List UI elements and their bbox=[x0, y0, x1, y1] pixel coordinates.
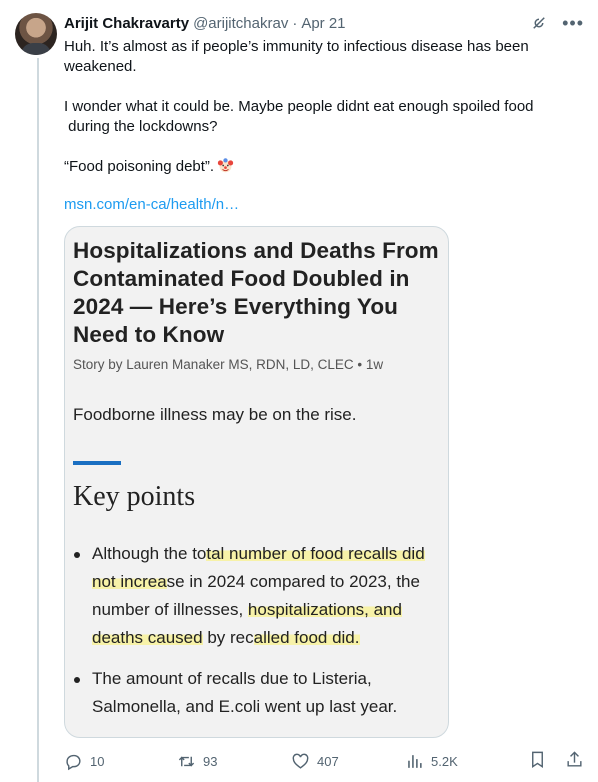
highlight: hospitalizations, and deaths caused bbox=[92, 600, 402, 647]
article-title: Hospitalizations and Deaths From Contaminated Food Doubled in 2024 — Here’s Everything You Need to Know bbox=[73, 238, 439, 347]
like-button[interactable] bbox=[291, 752, 405, 771]
author-handle[interactable]: @arijitchakrav bbox=[193, 14, 289, 32]
share-button[interactable] bbox=[565, 750, 584, 772]
more-icon[interactable]: ••• bbox=[562, 13, 584, 33]
highlight: tal number of food recalls did not increa bbox=[92, 544, 425, 591]
thread-line bbox=[37, 58, 39, 782]
views-count: 5.2K bbox=[431, 753, 458, 769]
repost-count: 93 bbox=[203, 753, 218, 769]
key-points-list bbox=[73, 540, 433, 734]
list-item: The amount of recalls due to Listeria, Salmonella, and E.coli went up last year. bbox=[73, 665, 433, 721]
grok-icon[interactable] bbox=[530, 14, 548, 32]
views-icon bbox=[405, 752, 424, 771]
reply-button[interactable] bbox=[64, 752, 177, 771]
like-count: 407 bbox=[317, 753, 339, 769]
bookmark-icon bbox=[528, 750, 547, 769]
avatar[interactable] bbox=[15, 13, 57, 55]
article-byline: Story by Lauren Manaker MS, RDN, LD, CLEC • 1w bbox=[73, 357, 384, 372]
reply-icon bbox=[64, 752, 83, 771]
tweet-date[interactable]: Apr 21 bbox=[301, 14, 346, 32]
reply-count: 10 bbox=[90, 753, 105, 769]
highlight: alled food did. bbox=[253, 628, 360, 647]
tweet-header bbox=[64, 13, 584, 33]
clown-face-emoji bbox=[217, 157, 234, 174]
separator-dot: · bbox=[292, 14, 298, 32]
tweet-body: Huh. It’s almost as if people’s immunity to infectious disease has been weakened. I wonder what it could be. Maybe people didnt eat enough spoiled food during the lockdowns? “Food poisoning debt”. bbox=[64, 38, 534, 175]
article-screenshot[interactable] bbox=[64, 226, 449, 738]
article-link[interactable]: msn.com/en-ca/health/n… bbox=[64, 196, 240, 213]
tweet-text bbox=[64, 37, 564, 177]
action-bar bbox=[64, 749, 584, 773]
views-button[interactable] bbox=[405, 752, 513, 771]
list-item: Although the total number of food recalls did not increase in 2024 compared to 2023, the number of illnesses, hospitalizations, and deaths caused by recalled food did. bbox=[73, 540, 433, 652]
section-rule bbox=[73, 461, 121, 465]
repost-button[interactable] bbox=[177, 752, 291, 771]
share-icon bbox=[565, 750, 584, 769]
article-lede: Foodborne illness may be on the rise. bbox=[73, 405, 357, 424]
section-heading: Key points bbox=[73, 481, 196, 512]
bookmark-button[interactable] bbox=[528, 750, 547, 772]
like-icon bbox=[291, 752, 310, 771]
author-name[interactable]: Arijit Chakravarty bbox=[64, 14, 190, 32]
repost-icon bbox=[177, 752, 196, 771]
